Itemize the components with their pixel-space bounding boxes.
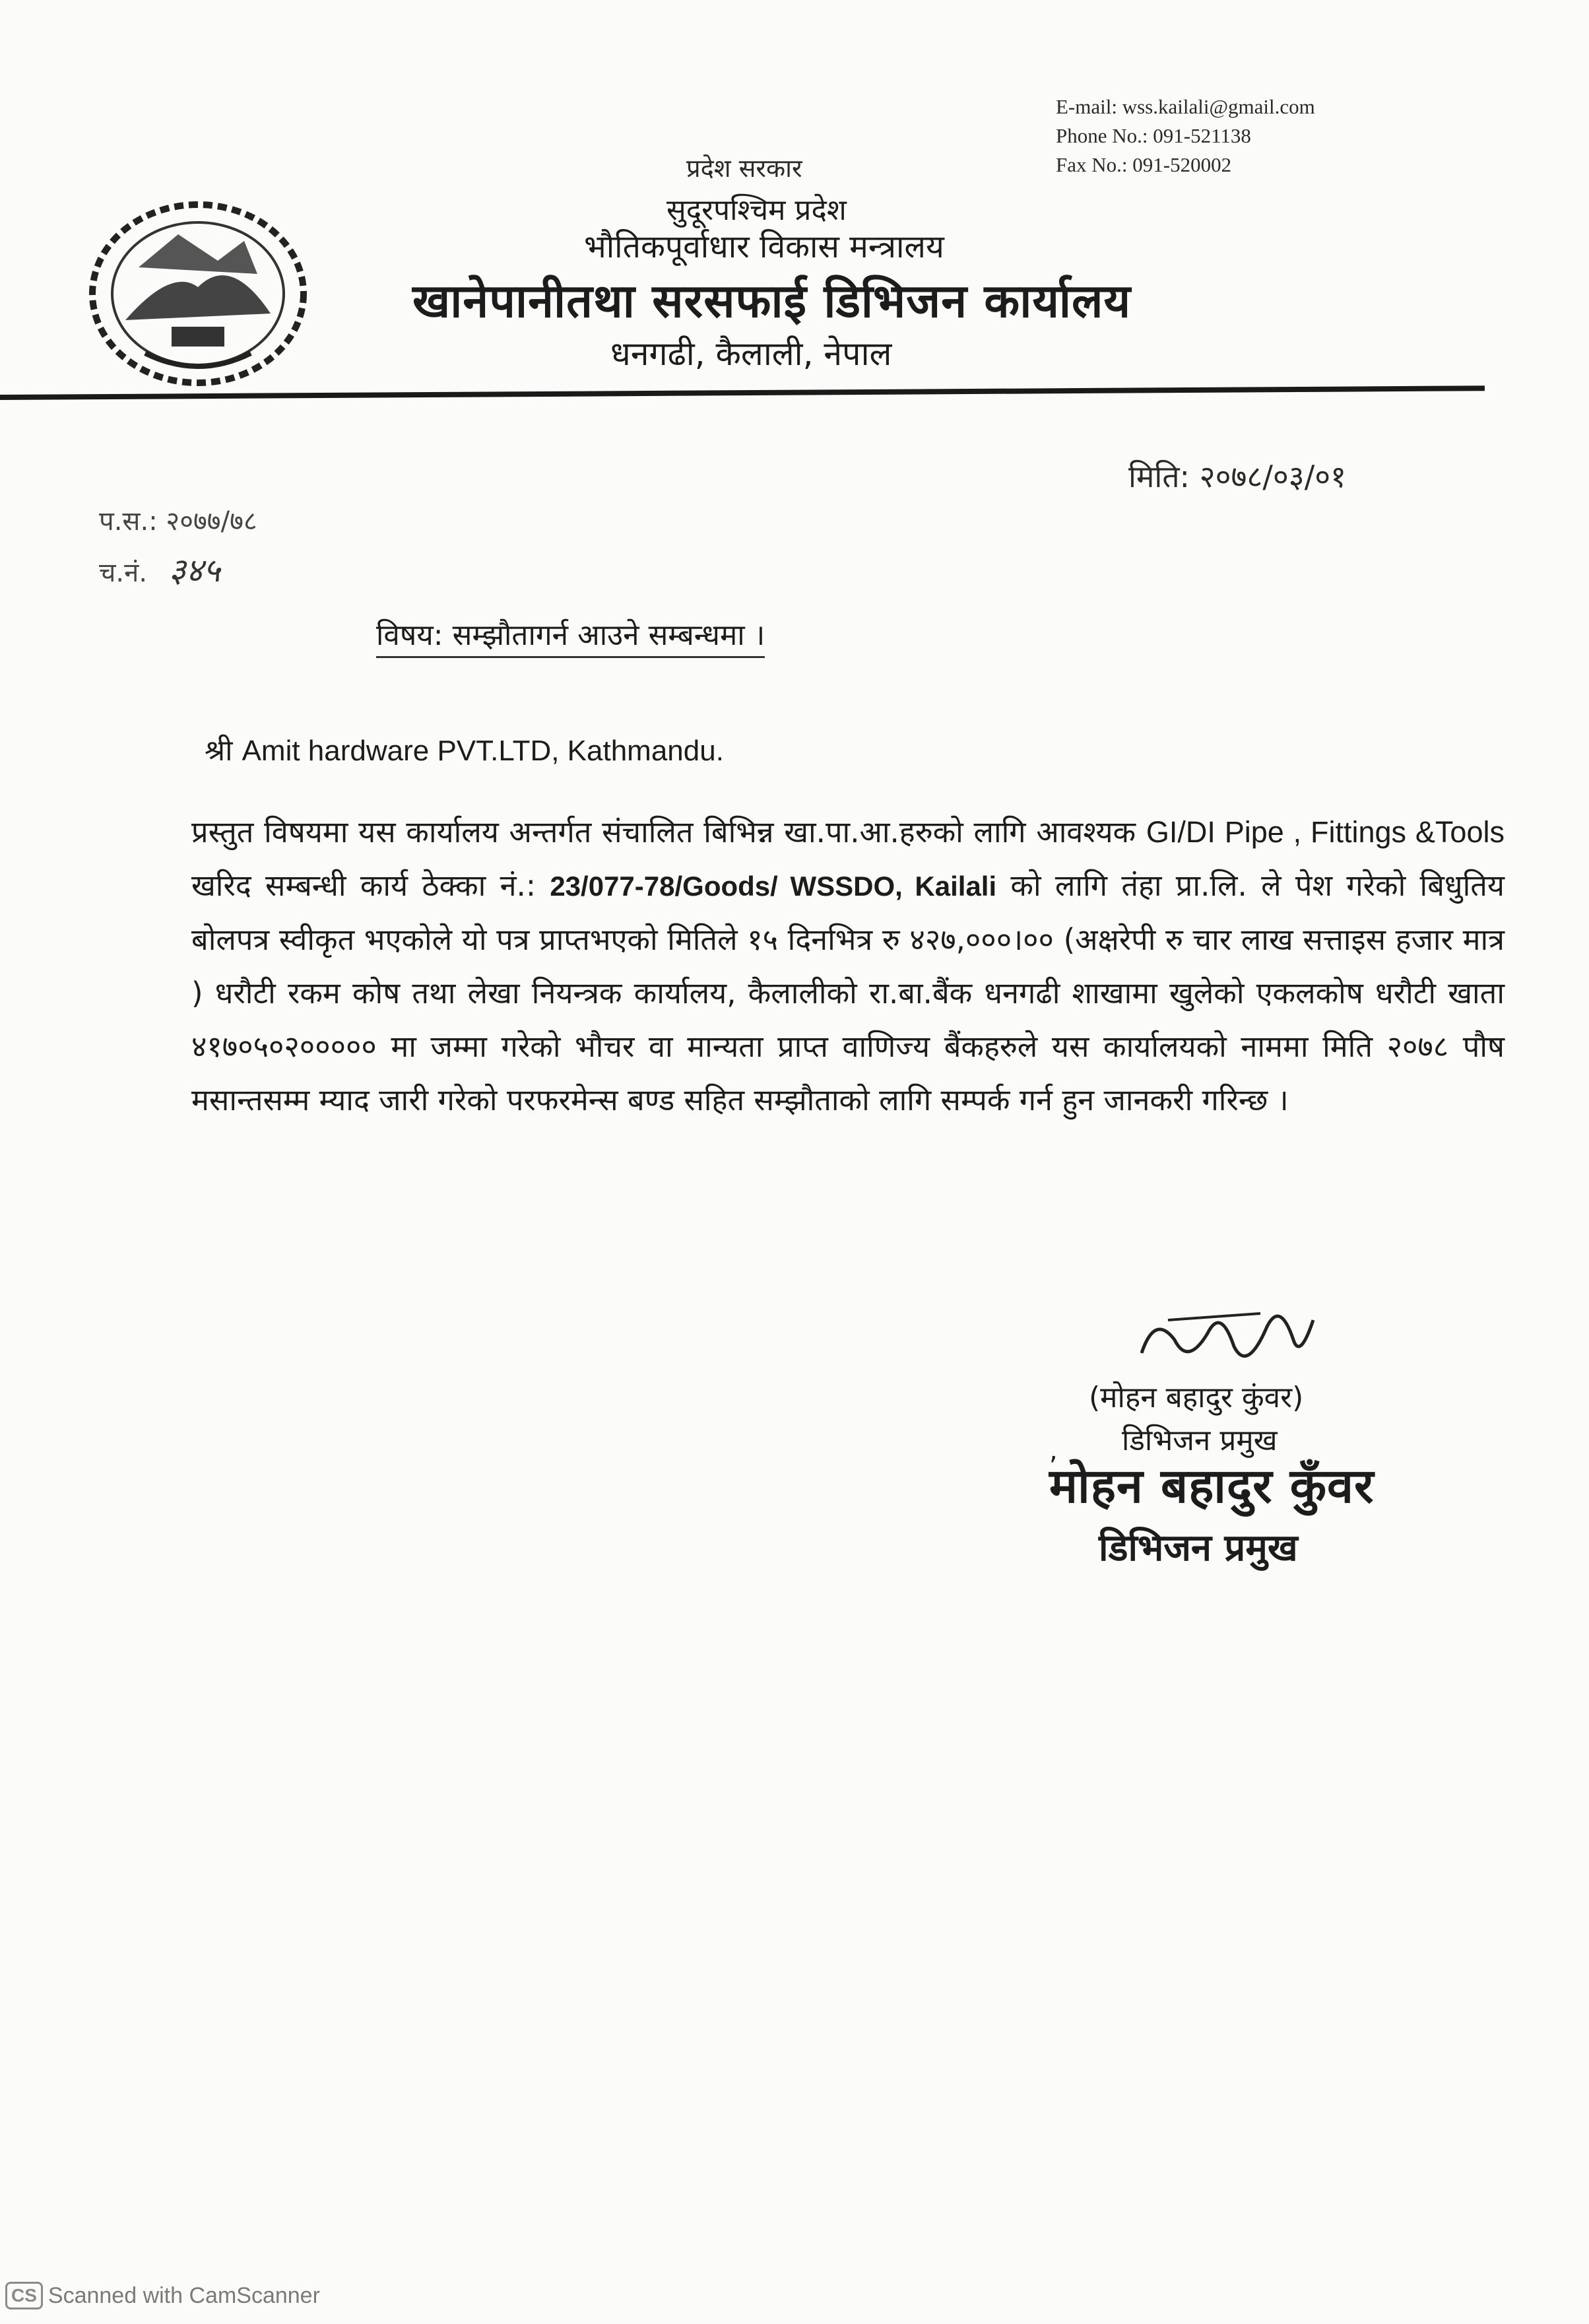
camscanner-icon: CS [5,2282,43,2309]
scanner-watermark [5,2282,320,2309]
ref-ps-label: प.स.: [99,506,158,537]
handwritten-signature [1128,1294,1326,1386]
stamp-title: डिभिजन प्रमुख [1099,1527,1298,1570]
signatory-title: डिभिजन प्रमुख [1122,1424,1278,1457]
scanner-text: Scanned with CamScanner [48,2282,320,2308]
province-line: सुदूरपश्चिम प्रदेश [666,193,847,227]
addressee [205,729,724,769]
body-p1: प्रस्तुत विषयमा यस कार्यालय अन्तर्गत संचालित बिभिन्न खा.पा.आ.हरुको लागि आवश्यक [191,814,1136,849]
fax-text: Fax No.: 091-520002 [1056,153,1232,176]
stamp-name: मोहन बहादुर कुँवर [1049,1458,1375,1513]
ref-ps-value: २०७७/७८ [166,506,257,537]
nepal-emblem-icon [79,188,317,393]
ref-ps [99,502,257,538]
office-title: खानेपानीतथा सरसफाई डिभिजन कार्यालय [412,274,1132,328]
email-text: E-mail: wss.kailali@gmail.com [1056,95,1315,118]
body-p2: खरिद सम्बन्धी कार्य ठेक्का नं.: [191,868,536,903]
addressee-name: Amit hardware PVT.LTD, Kathmandu. [242,735,724,767]
ref-cn-label: च.नं. [99,558,148,588]
body-p1-en: GI/DI Pipe , Fittings &Tools [1146,815,1505,849]
subject-line: विषय: सम्झौतागर्न आउने सम्बन्धमा । [376,614,765,658]
ref-cn [99,547,220,591]
addressee-prefix: श्री [205,734,233,768]
signatory-name: (मोहन बहादुर कुंवर) [1089,1381,1304,1414]
body-paragraph [191,805,1505,1127]
gov-line: प्रदेश सरकार [686,154,802,183]
body-p3: को लागि तंहा प्रा.लि. ले पेश गरेको बिधुतिय बोलपत्र स्वीकृत भएकोले यो पत्र प्राप्तभएको मितिले १५ दिनभित्र रु ४२७,०००।०० (अक्षरेपी रु चार लाख सत्ताइस हजार मात्र ) धरौटी रकम कोष तथा लेखा नियन्त्रक कार्यालय, कैलालीको रा.बा.बैंक धनगढी शाखामा खुलेको एकलकोष धरौटी खाता ४१७०५०२००००० मा जम्मा गरेको भौचर वा मान्यता प्राप्त वाणिज्य बैंकहरुले यस कार्यालयको नाममा मिति २०७८ पौष मसान्तसम्म म्याद जारी गरेको परफरमेन्स बण्ड सहित सम्झौताको लागि सम्पर्क गर्न हुन जानकरी गरिन्छ । [191,868,1505,1117]
letter-date: मिति: २०७८/०३/०१ [1128,459,1347,494]
office-location: धनगढी, कैलाली, नेपाल [610,335,892,373]
contact-block [1056,92,1315,180]
phone-text: Phone No.: 091-521138 [1056,124,1251,147]
ref-cn-value: ३४५ [168,551,220,589]
body-p2-en: 23/077-78/Goods/ WSSDO, Kailali [550,871,997,902]
ministry-line: भौतिकपूर्वाधार विकास मन्त्रालय [584,228,944,265]
signature-mark: , [1049,1436,1058,1466]
